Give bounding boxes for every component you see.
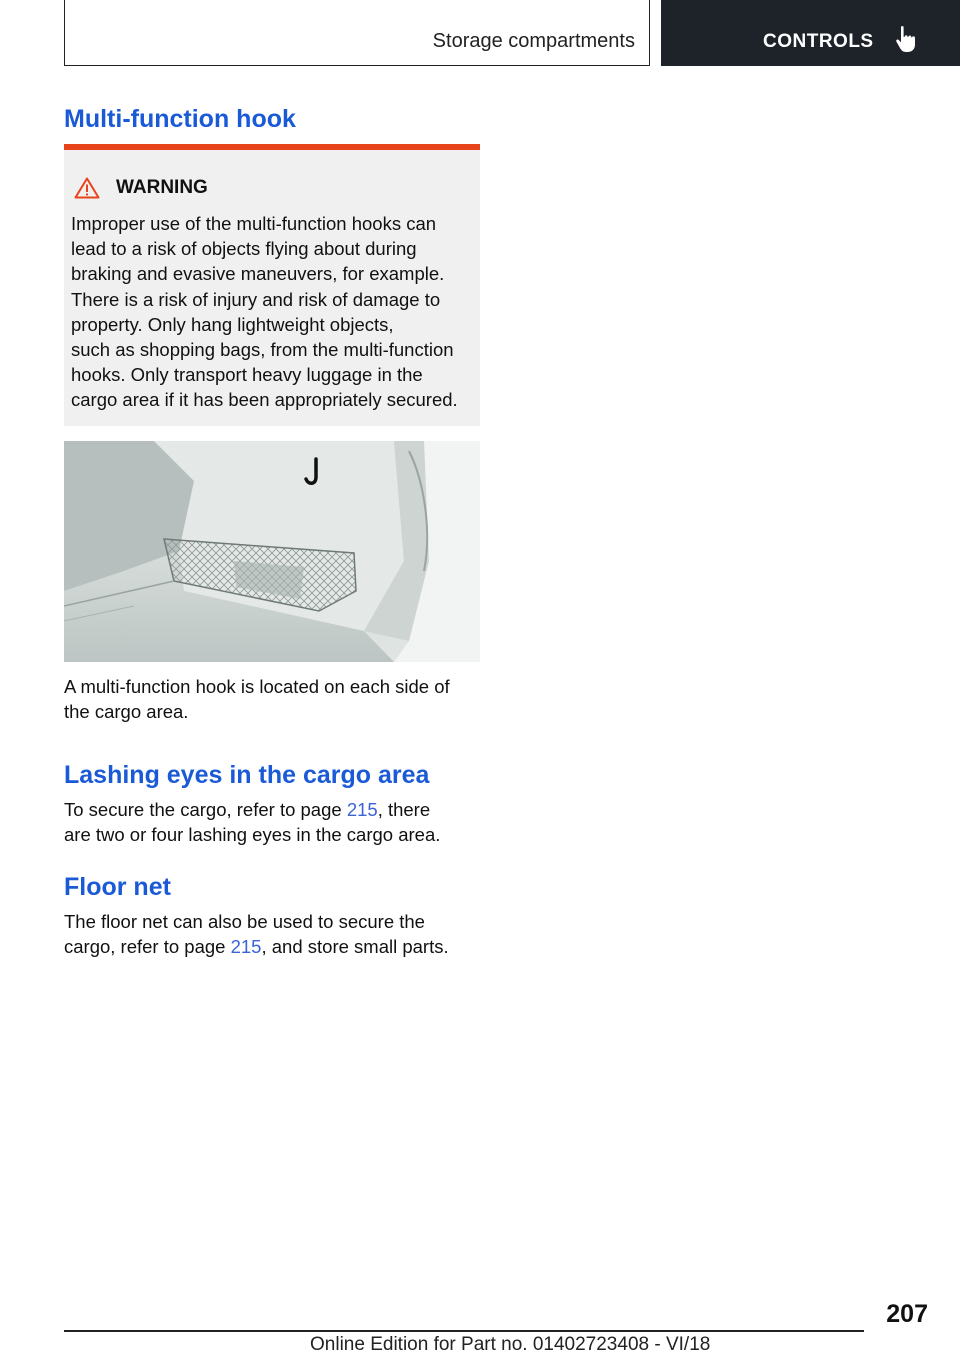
page-number: 207 <box>886 1300 928 1328</box>
page-link-215[interactable]: 215 <box>230 936 262 958</box>
warning-triangle-icon <box>74 177 100 199</box>
paragraph-line: The floor net can also be used to secure the <box>64 911 425 932</box>
pointing-hand-icon <box>895 25 919 53</box>
header-chapter-box <box>661 0 960 66</box>
page-link-215[interactable]: 215 <box>346 799 378 820</box>
hook-location-text <box>64 674 484 724</box>
header-section-title: Storage compartments <box>432 30 635 52</box>
section-title-floor-net: Floor net <box>64 873 171 901</box>
header-chapter-title: CONTROLS <box>763 31 874 52</box>
paragraph-line: the cargo area. <box>64 701 189 723</box>
paragraph-line: are two or four lashing eyes in the cargo area. <box>64 824 441 846</box>
footer-divider <box>64 1330 864 1332</box>
warning-label: WARNING <box>116 177 208 198</box>
paragraph-line <box>64 797 484 822</box>
warning-box <box>64 144 480 426</box>
warning-text <box>71 211 476 413</box>
section-title-lashing-eyes: Lashing eyes in the cargo area <box>64 761 430 789</box>
floor-net-text <box>64 909 484 959</box>
cargo-area-drawing <box>64 441 480 662</box>
warning-line: hooks. Only transport heavy luggage in the <box>71 364 423 386</box>
paragraph-line <box>64 934 484 959</box>
lashing-eyes-text <box>64 797 484 847</box>
warning-line: such as shopping bags, from the multi-function <box>71 339 454 361</box>
section-title-multi-function-hook: Multi-function hook <box>64 105 296 133</box>
paragraph-line: A multi-function hook is located on each side of <box>64 676 450 697</box>
warning-line: lead to a risk of objects flying about during <box>71 238 417 260</box>
warning-line: Improper use of the multi-function hooks can <box>71 213 437 234</box>
cargo-area-illustration <box>64 441 480 662</box>
warning-line: There is a risk of injury and risk of damage to <box>71 288 441 310</box>
text-span: cargo, refer to page <box>64 936 231 958</box>
header-section-box <box>64 0 650 66</box>
warning-line: cargo area if it has been appropriately secured. <box>71 389 458 411</box>
footer-edition: Online Edition for Part no. 01402723408 - VI/18 <box>310 1334 711 1355</box>
warning-line: braking and evasive maneuvers, for example. <box>71 263 445 285</box>
text-span: , and store small parts. <box>261 936 449 958</box>
text-span: , there <box>377 799 431 820</box>
warning-header <box>74 176 208 200</box>
warning-line: property. Only hang lightweight objects, <box>71 313 394 335</box>
text-span: To secure the cargo, refer to page <box>64 799 347 820</box>
